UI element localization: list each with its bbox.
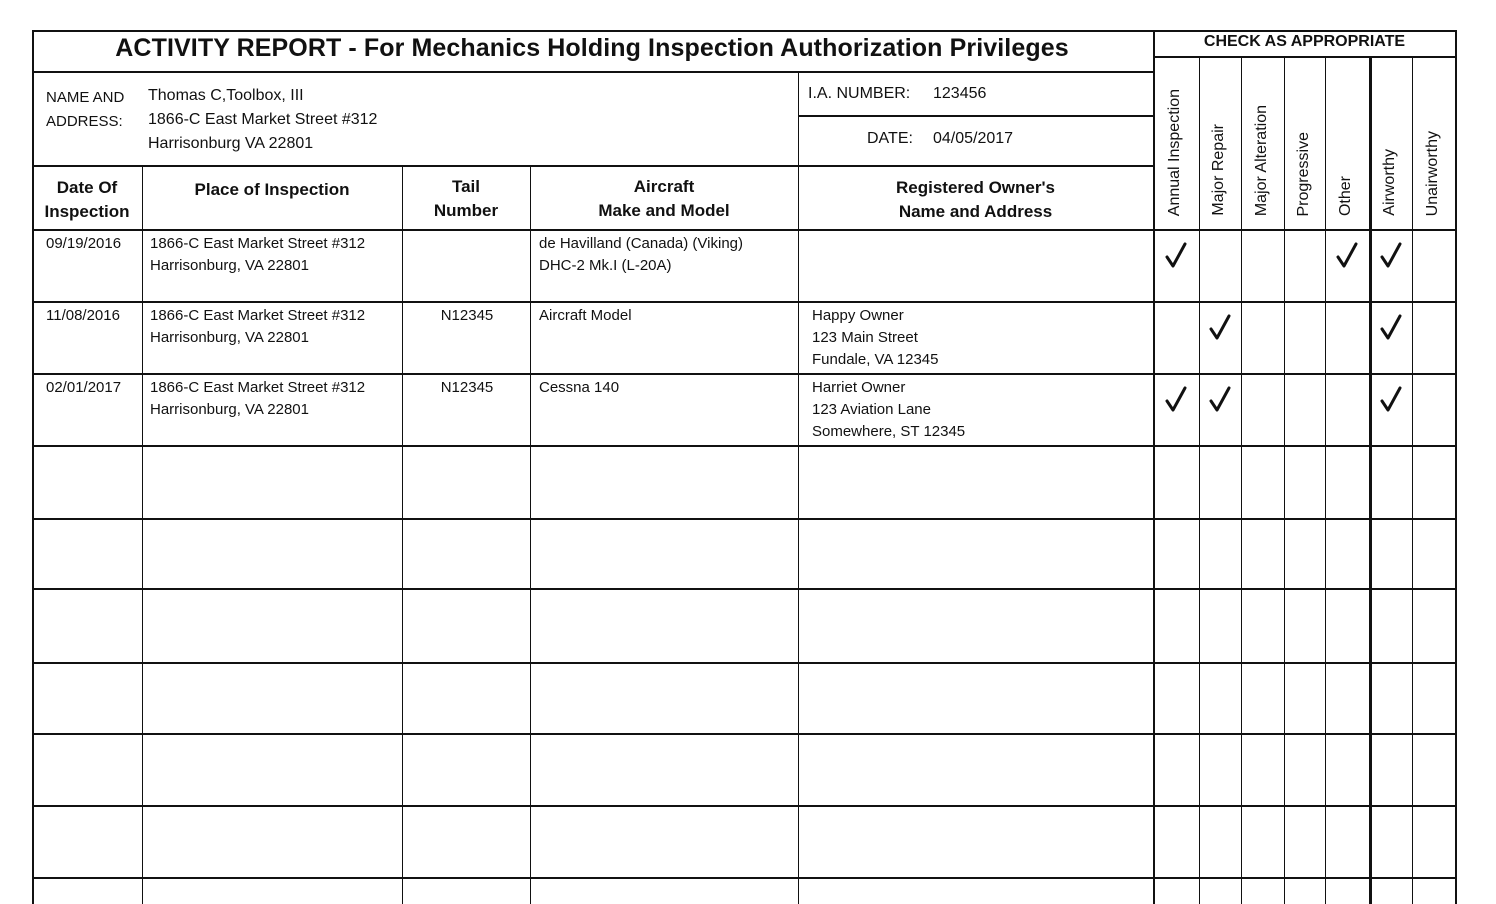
- row-aircraft-line: de Havilland (Canada) (Viking): [539, 235, 743, 252]
- divider-check-column: [1369, 57, 1372, 904]
- form-title: ACTIVITY REPORT - For Mechanics Holding Inspection Authorization Privileges: [115, 34, 1069, 62]
- column-header-aircraft-line-1: Aircraft: [633, 177, 695, 196]
- column-header-date: [32, 176, 142, 224]
- column-header-owner-line-1: Registered Owner's: [896, 178, 1055, 197]
- row-owner-line: Fundale, VA 12345: [812, 351, 939, 368]
- divider-check-column: [1241, 57, 1242, 904]
- row-owner-line: Harriet Owner: [812, 379, 906, 396]
- divider-check-column: [1412, 57, 1413, 904]
- column-header-tail-line-1: Tail: [451, 177, 481, 196]
- frame-right-line: [1455, 30, 1457, 904]
- column-header-aircraft: [530, 175, 798, 223]
- row-tail-number: N12345: [440, 307, 494, 324]
- check-header-annual-inspection: Annual Inspection: [1166, 88, 1183, 216]
- row-place-line: Harrisonburg, VA 22801: [150, 401, 309, 418]
- checkmark-icon: [1163, 385, 1189, 415]
- ia-number-label: I.A. NUMBER:: [808, 85, 911, 102]
- date-label: DATE:: [867, 130, 913, 147]
- row-date: 02/01/2017: [46, 379, 122, 396]
- info-bottom-line: [32, 165, 1153, 167]
- divider-check-area: [1153, 30, 1155, 904]
- address-label: ADDRESS:: [46, 113, 123, 130]
- column-header-tail: [402, 175, 530, 223]
- row-tail-number: N12345: [440, 379, 494, 396]
- title-bottom-line: [32, 71, 1153, 73]
- row-divider-line: [32, 229, 1457, 231]
- row-divider-line: [32, 445, 1457, 447]
- ia-number-value: 123456: [933, 85, 987, 102]
- mechanic-address-line-1: 1866-C East Market Street #312: [148, 111, 378, 128]
- column-header-owner: [798, 176, 1153, 224]
- check-header-major-alteration: Major Alteration: [1252, 104, 1270, 216]
- checkmark-icon: [1163, 241, 1189, 271]
- row-owner-line: 123 Main Street: [812, 329, 918, 346]
- ia-date-divider: [798, 115, 1153, 117]
- activity-report-form: [32, 30, 1457, 904]
- column-header-aircraft-line-2: Make and Model: [598, 201, 730, 220]
- check-header-airworthy: Airworthy: [1380, 149, 1398, 216]
- checkmark-icon: [1334, 241, 1360, 271]
- row-divider-line: [32, 373, 1457, 375]
- row-owner-line: Somewhere, ST 12345: [812, 423, 966, 440]
- row-place-line: 1866-C East Market Street #312: [150, 307, 366, 324]
- check-frame-top-line: [1153, 30, 1457, 32]
- row-divider-line: [32, 588, 1457, 590]
- row-aircraft-line: DHC-2 Mk.I (L-20A): [539, 257, 672, 274]
- divider-check-column: [1325, 57, 1326, 904]
- name-label: NAME AND: [46, 89, 125, 106]
- row-date: 11/08/2016: [46, 307, 120, 324]
- row-place-line: 1866-C East Market Street #312: [150, 379, 366, 396]
- column-header-date-line-1: Date Of: [56, 178, 118, 197]
- divider-owner-left: [798, 71, 799, 904]
- checkmark-icon: [1378, 313, 1404, 343]
- divider-tail-aircraft: [530, 165, 531, 904]
- mechanic-address-line-2: Harrisonburg VA 22801: [148, 135, 314, 152]
- checkmark-icon: [1207, 385, 1233, 415]
- frame-top-line: [32, 30, 1153, 32]
- column-header-place: Place of Inspection: [194, 180, 350, 199]
- divider-place-tail: [402, 165, 403, 904]
- row-divider-line: [32, 877, 1457, 879]
- row-divider-line: [32, 301, 1457, 303]
- column-header-tail-line-2: Number: [433, 201, 499, 220]
- check-as-appropriate-title: CHECK AS APPROPRIATE: [1203, 33, 1406, 50]
- divider-date-place: [142, 165, 143, 904]
- check-header-unairworthy: Unairworthy: [1424, 130, 1441, 216]
- row-place-line: Harrisonburg, VA 22801: [150, 329, 309, 346]
- row-owner-line: Happy Owner: [812, 307, 904, 324]
- check-header-major-repair: Major Repair: [1210, 124, 1227, 216]
- column-header-owner-line-2: Name and Address: [898, 202, 1053, 221]
- divider-check-column: [1284, 57, 1285, 904]
- row-divider-line: [32, 733, 1457, 735]
- divider-check-column: [1199, 57, 1200, 904]
- report-date: 04/05/2017: [933, 130, 1014, 147]
- checkmark-icon: [1207, 313, 1233, 343]
- frame-left-line: [32, 30, 34, 904]
- row-aircraft-line: Cessna 140: [539, 379, 620, 396]
- check-header-progressive: Progressive: [1294, 131, 1312, 216]
- row-divider-line: [32, 805, 1457, 807]
- row-aircraft-line: Aircraft Model: [539, 307, 632, 324]
- row-divider-line: [32, 662, 1457, 664]
- row-divider-line: [32, 518, 1457, 520]
- row-place-line: Harrisonburg, VA 22801: [150, 257, 309, 274]
- checkmark-icon: [1378, 241, 1404, 271]
- check-header-other: Other: [1337, 175, 1354, 216]
- mechanic-name: Thomas C,Toolbox, III: [148, 87, 304, 104]
- column-header-date-line-2: Inspection: [44, 202, 130, 221]
- row-date: 09/19/2016: [46, 235, 122, 252]
- row-place-line: 1866-C East Market Street #312: [150, 235, 366, 252]
- checkmark-icon: [1378, 385, 1404, 415]
- row-owner-line: 123 Aviation Lane: [812, 401, 931, 418]
